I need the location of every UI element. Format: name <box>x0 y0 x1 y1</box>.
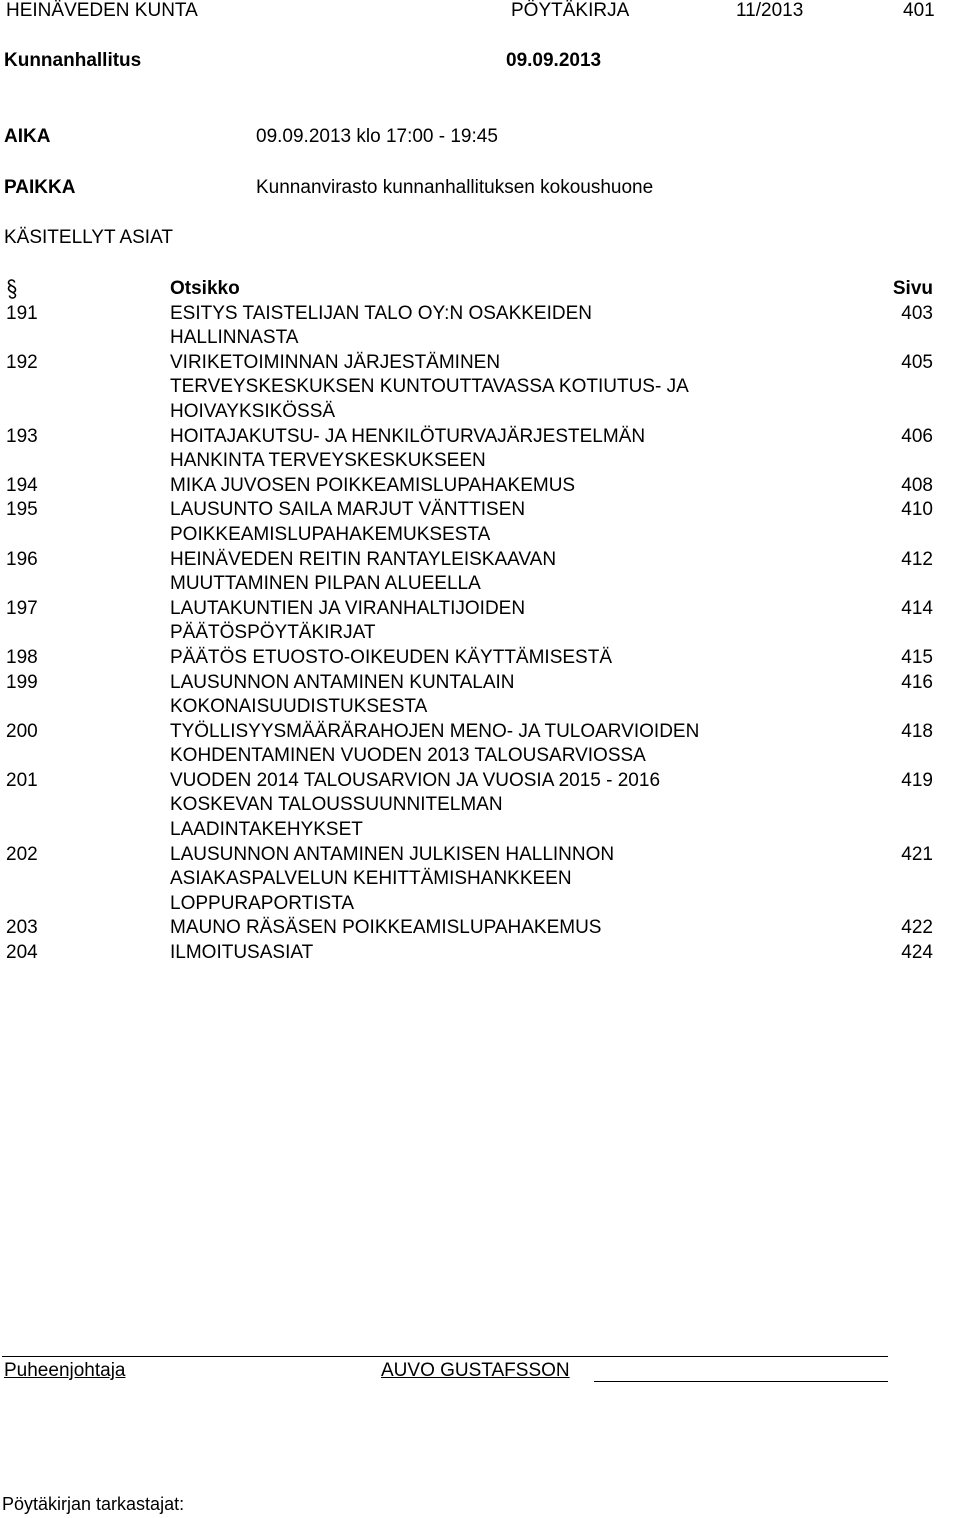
minutes-checkers-label: Pöytäkirjan tarkastajat: <box>2 1494 185 1514</box>
agenda-item-page: 403 <box>901 302 933 324</box>
agenda-item-title: VUODEN 2014 TALOUSARVION JA VUOSIA 2015 - 2016 KOSKEVAN TALOUSSUUNNITELMAN LAADINTAKEHYKSET <box>170 769 661 841</box>
place-label: PAIKKA <box>4 177 76 198</box>
agenda-header-row <box>0 277 960 302</box>
chair-label: Puheenjohtaja <box>4 1360 126 1381</box>
agenda-item <box>0 646 960 671</box>
agenda-item-number: 191 <box>6 302 38 324</box>
agenda-item-title: HOITAJAKUTSU- JA HENKILÖTURVAJÄRJESTELMÄN HANKINTA TERVEYSKESKUKSEEN <box>170 425 646 472</box>
agenda-item-number: 192 <box>6 351 38 373</box>
agenda-item <box>0 351 960 425</box>
agenda-item-number: 194 <box>6 474 38 496</box>
agenda-item-number: 202 <box>6 843 38 865</box>
meeting-date: 09.09.2013 <box>506 50 602 71</box>
agenda-item <box>0 671 960 720</box>
document-number: 11/2013 <box>736 0 804 21</box>
signature-line <box>2 1356 888 1357</box>
agenda-item-number: 196 <box>6 548 38 570</box>
agenda-item-number: 193 <box>6 425 38 447</box>
agenda-item-title: ILMOITUSASIAT <box>170 942 314 964</box>
agenda-item <box>0 597 960 646</box>
time-label: AIKA <box>4 126 51 147</box>
agenda-item-number: 195 <box>6 499 38 521</box>
document-type: PÖYTÄKIRJA <box>511 0 630 21</box>
agenda-item-page: 414 <box>901 597 933 619</box>
agenda-item-number: 201 <box>6 769 38 791</box>
agenda-item <box>0 941 960 966</box>
municipality-name: HEINÄVEDEN KUNTA <box>6 0 198 21</box>
signature-underline <box>594 1381 888 1382</box>
agenda-item-page: 424 <box>901 942 933 964</box>
agenda-item <box>0 720 960 769</box>
chair-name: AUVO GUSTAFSSON <box>381 1360 570 1381</box>
agenda-item-title: PÄÄTÖS ETUOSTO-OIKEUDEN KÄYTTÄMISESTÄ <box>170 646 613 668</box>
agenda-item-title: VIRIKETOIMINNAN JÄRJESTÄMINEN TERVEYSKESKUKSEN KUNTOUTTAVASSA KOTIUTUS- JA HOIVAYKSIKÖSSÄ <box>170 351 689 422</box>
agenda-item-page: 415 <box>901 646 933 668</box>
agenda-item-number: 199 <box>6 671 38 693</box>
agenda-item <box>0 474 960 499</box>
agenda-item-page: 408 <box>901 474 933 496</box>
agenda-table <box>0 277 960 966</box>
agenda-item-page: 412 <box>901 548 933 570</box>
agenda-item-title: TYÖLLISYYSMÄÄRÄRAHOJEN MENO- JA TULOARVIOIDEN KOHDENTAMINEN VUODEN 2013 TALOUSARVIOSSA <box>170 720 700 767</box>
agenda-item-number: 204 <box>6 942 38 964</box>
agenda-item <box>0 498 960 547</box>
page-number: 401 <box>903 0 935 21</box>
agenda-item <box>0 843 960 917</box>
agenda-item-title: MIKA JUVOSEN POIKKEAMISLUPAHAKEMUS <box>170 474 576 496</box>
column-page-header: Sivu <box>892 278 933 299</box>
section-sign-icon <box>6 277 18 302</box>
agenda-item-page: 418 <box>901 720 933 742</box>
column-title-header: Otsikko <box>170 278 240 299</box>
agenda-item-page: 416 <box>901 671 933 693</box>
agenda-item-title: ESITYS TAISTELIJAN TALO OY:N OSAKKEIDEN HALLINNASTA <box>170 302 592 349</box>
agenda-rows <box>0 302 960 966</box>
agenda-item-title: LAUTAKUNTIEN JA VIRANHALTIJOIDEN PÄÄTÖSPÖYTÄKIRJAT <box>170 597 526 644</box>
time-value: 09.09.2013 klo 17:00 - 19:45 <box>256 126 498 147</box>
agenda-item-title: LAUSUNNON ANTAMINEN JULKISEN HALLINNON ASIAKASPALVELUN KEHITTÄMISHANKKEEN LOPPURAPORTISTA <box>170 843 615 914</box>
agenda-item-number: 197 <box>6 597 38 619</box>
agenda-item-title: MAUNO RÄSÄSEN POIKKEAMISLUPAHAKEMUS <box>170 917 602 939</box>
agenda-item <box>0 425 960 474</box>
agenda-item-page: 421 <box>901 843 933 865</box>
agenda-item-title: LAUSUNTO SAILA MARJUT VÄNTTISEN POIKKEAMISLUPAHAKEMUKSESTA <box>170 499 526 545</box>
agenda-item <box>0 916 960 941</box>
agenda-item-page: 406 <box>901 425 933 447</box>
agenda-item-page: 419 <box>901 769 933 791</box>
place-value: Kunnanvirasto kunnanhallituksen kokoushuone <box>256 177 654 198</box>
section-title: KÄSITELLYT ASIAT <box>4 227 173 248</box>
agenda-item-number: 200 <box>6 720 38 742</box>
agenda-item-title: LAUSUNNON ANTAMINEN KUNTALAIN KOKONAISUUDISTUKSESTA <box>170 671 515 718</box>
agenda-item-page: 422 <box>901 917 933 939</box>
agenda-item <box>0 769 960 843</box>
agenda-item-number: 198 <box>6 646 38 668</box>
agenda-item-page: 410 <box>901 499 933 521</box>
agenda-item <box>0 548 960 597</box>
agenda-item-page: 405 <box>901 351 933 373</box>
agenda-item <box>0 302 960 351</box>
agenda-item-number: 203 <box>6 917 38 939</box>
governing-body: Kunnanhallitus <box>4 50 142 71</box>
agenda-item-title: HEINÄVEDEN REITIN RANTAYLEISKAAVAN MUUTTAMINEN PILPAN ALUEELLA <box>170 548 557 595</box>
